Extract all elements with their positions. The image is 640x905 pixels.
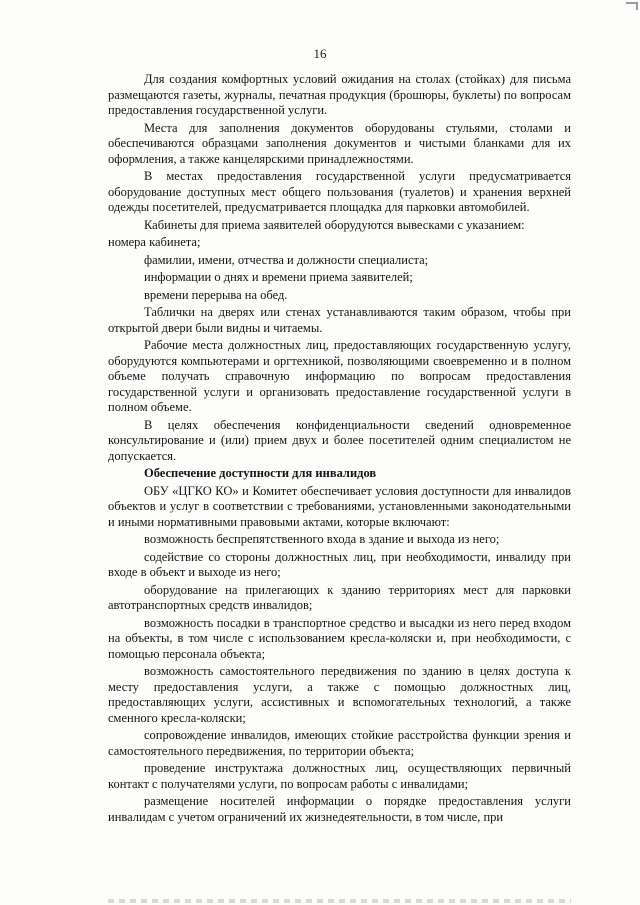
section-heading-accessibility: Обеспечение доступности для инвалидов [144, 466, 377, 480]
list-item-parking: оборудование на прилегающих к зданию территориях мест для парковки автотранспортных средств инвалидов; [108, 582, 571, 612]
list-item-staff-briefing: проведение инструктажа должностных лиц, осуществляющих первичный контакт с получателями услуги, по вопросам работы с инвалидами; [108, 761, 571, 791]
scan-footer-artifact [108, 899, 571, 903]
paragraph-office-signs: Кабинеты для приема заявителей оборудуются вывесками с указанием: [144, 217, 525, 232]
list-item-office-number: номера кабинета; [108, 235, 201, 249]
list-item-reception-days: информации о днях и времени приема заявителей; [144, 270, 413, 284]
paragraph-document-filling-places: Места для заполнения документов оборудованы стульями, столами и обеспечиваются образцами заполнения документов и чистыми бланками для их оформления, а также канцелярскими принадлежностями. [108, 120, 571, 166]
paragraph-newspapers: Для создания комфортных условий ожидания на столах (стойках) для письма размещаются газеты, журналы, печатная продукция (брошюры, буклеты) по вопросам предоставления государственной услуги. [108, 72, 571, 117]
list-item-staff-assistance: содействие со стороны должностных лиц, при необходимости, инвалиду при входе в объект и выходе из него; [108, 549, 571, 579]
list-item-information-placement: размещение носителей информации о порядке предоставления услуги инвалидам с учетом ограничений их жизнедеятельности, в том числе, при [108, 794, 571, 824]
page-number: 16 [313, 46, 327, 61]
list-item-entrance: возможность беспрепятственного входа в здание и выхода из него; [144, 532, 500, 546]
paragraph-door-plates: Таблички на дверях или стенах устанавливаются таким образом, чтобы при открытой двери были видны и читаемы. [108, 305, 571, 335]
list-item-specialist-name: фамилии, имени, отчества и должности специалиста; [144, 252, 429, 267]
list-item-boarding: возможность посадки в транспортное средство и высадки из него перед входом на объекты, в том числе с использованием кресла-коляски и, при необходимости, с помощью персонала объекта; [108, 615, 571, 661]
paragraph-public-facilities: В местах предоставления государственной услуги предусматривается оборудование доступных мест общего пользования (туалетов) и хранения верхней одежды посетителей, предусматривается площадка для парковки автомобилей. [108, 169, 571, 214]
paragraph-confidentiality: В целях обеспечения конфиденциальности сведений одновременное консультирование и (или) прием двух и более посетителей одним специалистом не допускается. [108, 417, 571, 463]
paragraph-workplaces: Рабочие места должностных лиц, предоставляющих государственную услугу, оборудуются компьютерами и оргтехникой, позволяющими своевременно и в полном объеме получать справочную информацию по вопросам предоставления государственной услуги и организовать предоставление государственной услуги в полном объеме. [108, 338, 571, 414]
list-item-movement: возможность самостоятельного передвижения по зданию в целях доступа к месту предоставления услуги, а также с помощью должностных лиц, предоставляющих услуги, ассистивных и вспомогательных технологий, а также сменного кресла-коляски; [108, 664, 571, 725]
paragraph-accessibility-conditions: ОБУ «ЦГКО КО» и Комитет обеспечивает условия доступности для инвалидов объектов и услуг в соответствии с требованиями, установленными законодательными и иными нормативными правовыми актами, которые включают: [108, 483, 571, 529]
document-body [108, 72, 571, 827]
list-item-lunch-break: времени перерыва на обед. [144, 287, 288, 302]
scan-corner-mark [626, 2, 638, 10]
list-item-escort: сопровождение инвалидов, имеющих стойкие расстройства функции зрения и самостоятельного передвижения, по территории объекта; [108, 728, 571, 758]
